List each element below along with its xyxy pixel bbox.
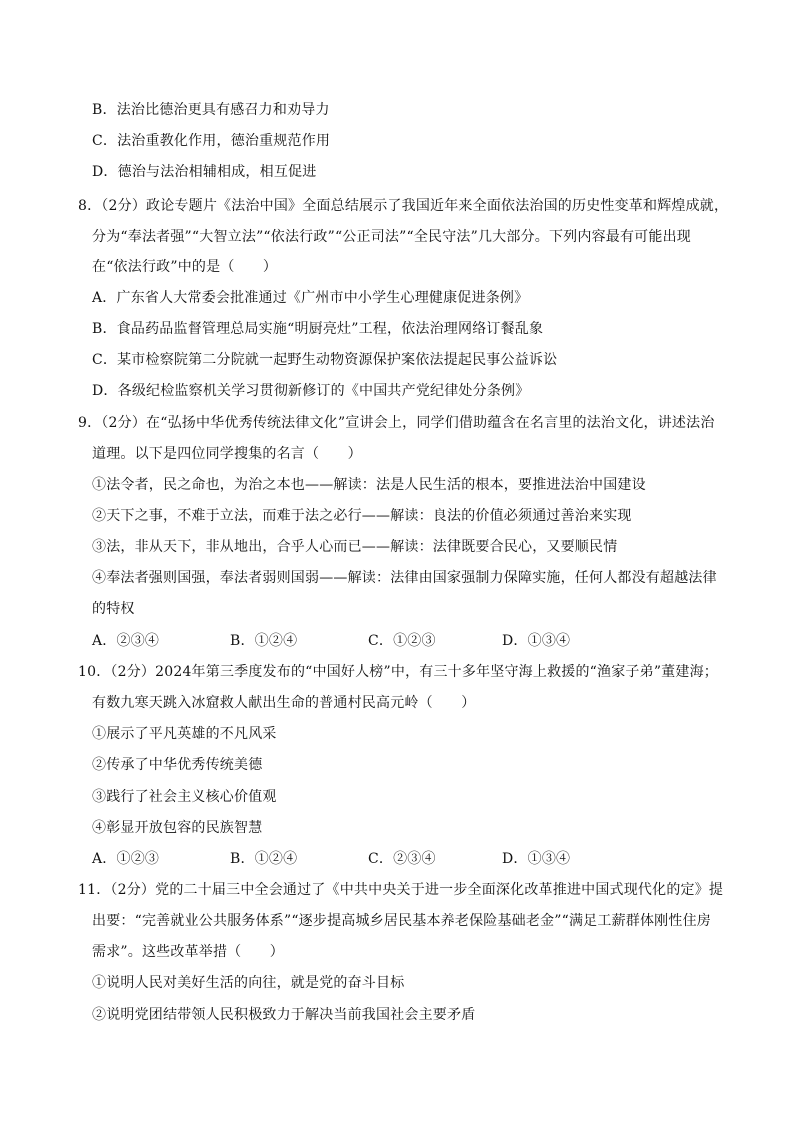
q10-statement-1: ①展示了平凡英雄的不凡风采 <box>92 726 277 742</box>
q9-statement-4: ④奉法者强则国强，奉法者弱则国弱——解读：法律由国家强制力保障实施，任何人都没有超越法律 <box>92 570 717 586</box>
q11-stem-line3: 需求”。这些改革举措（ ） <box>92 944 284 960</box>
q11-statement-2: ②说明党团结带领人民积极致力于解决当前我国社会主要矛盾 <box>92 1007 476 1023</box>
q10-option-c: C．②③④ <box>368 851 436 867</box>
q7-option-c: C．法治重教化作用，德治重规范作用 <box>92 133 331 149</box>
q10-option-d: D．①③④ <box>502 851 571 867</box>
q9-option-b: B．①②④ <box>230 633 298 649</box>
q7-option-d: D．德治与法治相辅相成，相互促进 <box>92 164 317 180</box>
q10-option-b: B．①②④ <box>230 851 298 867</box>
q9-statement-1: ①法令者，民之命也，为治之本也——解读：法是人民生活的根本，要推进法治中国建设 <box>92 477 646 493</box>
q9-option-a: A．②③④ <box>92 633 160 649</box>
q9-statement-2: ②天下之事，不难于立法，而难于法之必行——解读：良法的价值必须通过善治来实现 <box>92 508 632 524</box>
q10-statement-4: ④彰显开放包容的民族智慧 <box>92 820 263 836</box>
q7-option-b: B．法治比德治更具有感召力和劝导力 <box>92 102 330 118</box>
q8-option-c: C．某市检察院第二分院就一起野生动物资源保护案依法提起民事公益诉讼 <box>92 352 558 368</box>
q9-answer-options <box>92 631 570 651</box>
q8-stem-line3: 在“依法行政”中的是（ ） <box>92 259 278 275</box>
q8-stem-line1: 8．（2分）政论专题片《法治中国》全面总结展示了我国近年来全面依法治国的历史性变革和辉煌成就， <box>78 198 729 214</box>
q11-stem-line1: 11．（2分）党的二十届三中全会通过了《中共中央关于进一步全面深化改革推进中国式现代化的定》提 <box>78 882 724 898</box>
q9-statement-3: ③法，非从天下，非从地出，合乎人心而已——解读：法律既要合民心，又要顺民情 <box>92 539 618 555</box>
q9-statement-4-cont: 的特权 <box>92 601 135 617</box>
q10-statement-2: ②传承了中华优秀传统美德 <box>92 757 263 773</box>
q9-option-d: D．①③④ <box>502 633 571 649</box>
q8-option-b: B．食品药品监督管理总局实施“明厨亮灶”工程，依法治理网络订餐乱象 <box>92 321 544 337</box>
q10-statement-3: ③践行了社会主义核心价值观 <box>92 789 277 805</box>
q9-stem-line1: 9．（2分）在“弘扬中华优秀传统法律文化”宣讲会上，同学们借助蕴含在名言里的法治文化，讲述法治 <box>78 415 715 431</box>
q11-statement-1: ①说明人民对美好生活的向往，就是党的奋斗目标 <box>92 975 405 991</box>
q11-stem-line2: 出要：“完善就业公共服务体系”“逐步提高城乡居民基本养老保险基础老金”“满足工薪群体刚性住房 <box>92 913 711 929</box>
q10-answer-options <box>92 849 570 869</box>
q8-stem-line2: 分为“奉法者强”“大智立法”“依法行政”“公正司法”“全民守法”几大部分。下列内容最有可能出现 <box>92 229 691 245</box>
q10-option-a: A．①②③ <box>92 851 160 867</box>
q9-option-c: C．①②③ <box>368 633 436 649</box>
q8-option-d: D．各级纪检监察机关学习贯彻新修订的《中国共产党纪律处分条例》 <box>92 383 530 399</box>
q10-stem-line1: 10．（2分）2024年第三季度发布的“中国好人榜”中，有三十多年坚守海上救援的“渔家子弟”董建海； <box>78 664 718 680</box>
q8-option-a: A．广东省人大常委会批准通过《广州市中小学生心理健康促进条例》 <box>92 290 529 306</box>
q10-stem-line2: 有数九寒天跳入冰窟救人献出生命的普通村民高元岭（ ） <box>92 695 476 711</box>
q9-stem-line2: 道理。以下是四位同学搜集的名言（ ） <box>92 446 362 462</box>
